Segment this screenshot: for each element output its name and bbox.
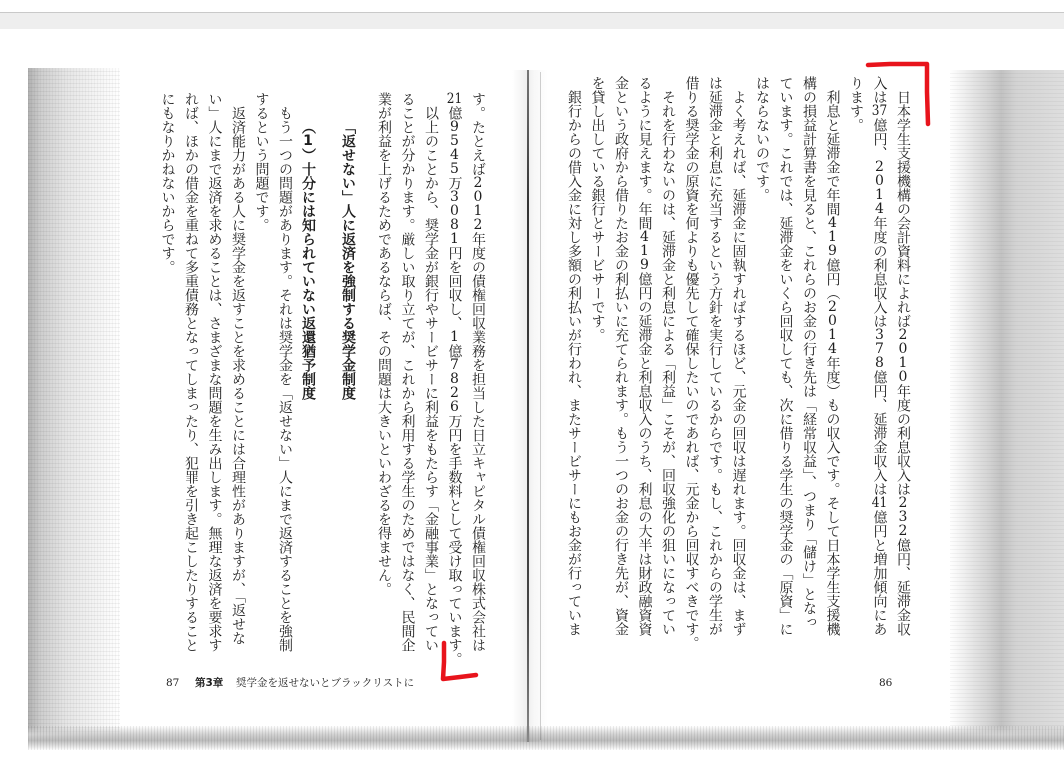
vertical-number: 1 — [898, 356, 908, 370]
body-text-column: は延滞金と利息に充当するという方針を実行しているからです。もし、これからの学生が — [707, 76, 723, 636]
vertical-number: 1 — [828, 230, 837, 244]
viewer-page-gap — [0, 13, 1064, 29]
vertical-number: 5 — [450, 162, 459, 176]
body-text-column: ています。これでは、延滞金をいくら回収しても、次に借りる学生の奨学金の「原資」に — [777, 76, 794, 636]
body-text-column: よく考えれば、延滞金に固執すればするほど、元金の回収は遅れます。回収金は、まず — [730, 90, 747, 636]
vertical-number: 1 — [303, 134, 313, 148]
vertical-number: 5 — [450, 134, 459, 148]
vertical-number: 8 — [450, 372, 459, 386]
body-text-column: 業が利益を上げるためであるならば、その問題は大きいといわざるを得ません。 — [376, 92, 392, 596]
vertical-number: 9 — [450, 120, 459, 134]
body-text-column: 利息と延滞金で年間419億円（2014年度）もの収入です。そして日本学生支援機 — [824, 90, 841, 636]
body-text-column: れば、ほかの借金を重ねて多重債務となってしまったり、犯罪を引き起こしたりすること — [183, 92, 199, 652]
body-text-column: い」人にまで返済を求めることは、さまざまな問題を生み出します。無理な返済を要求す — [206, 92, 223, 652]
vertical-number: 8 — [450, 218, 459, 232]
vertical-number: 0 — [898, 342, 908, 356]
vertical-number: 4 — [640, 230, 649, 244]
chapter-title: 奨学金を返せないとブラックリストに — [236, 677, 415, 689]
scan-shadow-left — [28, 68, 120, 740]
vertical-number: 2 — [473, 176, 483, 190]
body-text-column: 返済能力がある人に奨学金を返すことを求めることには合理性がありますが、「返せな — [230, 106, 246, 645]
body-text-column: を貸し出している銀行とサービサーです。 — [589, 76, 606, 342]
body-text-column: にもなりかねないからです。 — [159, 92, 176, 274]
vertical-number: 7 — [450, 358, 459, 372]
vertical-number: 4 — [875, 202, 884, 216]
subsection-heading: （1）十分には知られていない返還猶予制度 — [300, 120, 316, 400]
vertical-number: 4 — [828, 342, 837, 356]
body-text-column: ります。 — [848, 76, 864, 132]
vertical-number: 37 — [871, 104, 888, 118]
vertical-number: 0 — [473, 190, 483, 204]
body-text-column: 銀行からの借入金に対し多額の利払いが行われ、またサービサーにもお金が行っていま — [566, 90, 582, 636]
chapter-label: 第3章 — [195, 677, 224, 689]
vertical-number: 1 — [640, 244, 649, 258]
vertical-number: 7 — [875, 342, 884, 356]
vertical-number: 3 — [898, 510, 908, 524]
body-text-column: 以上のことから、奨学金が銀行やサービサーに利益をもたらす「金融事業」となってい — [423, 106, 439, 652]
vertical-number: 0 — [450, 204, 459, 218]
book-gutter-line — [527, 70, 529, 742]
body-text-column: 借りる奨学金の原資を何よりも優先して確保したいのであれば、元金から回収すべきです。 — [683, 76, 700, 650]
book-gutter-shade — [512, 70, 548, 742]
body-text-column: るように見えます。年間419億円の延滞金と利息収入のうち、利息の大半は財政融資資 — [636, 76, 653, 636]
vertical-number: 2 — [898, 328, 908, 342]
body-text-column: 構の損益計算書を見ると、これらのお金の行き先は「経常収益」、つまり「儲け」となっ — [801, 76, 817, 629]
vertical-number: 1 — [828, 328, 837, 342]
vertical-number: 8 — [875, 356, 884, 370]
vertical-number: 2 — [473, 218, 483, 232]
page-number-left: 87 — [166, 677, 180, 689]
vertical-number: 0 — [875, 174, 884, 188]
previous-page-edge — [0, 0, 1064, 13]
vertical-number: 9 — [828, 244, 837, 258]
body-text-column: す。たとえば2012年度の債権回収業務を担当した日立キャピタル債権回収株式会社は — [470, 92, 486, 652]
vertical-number: 0 — [898, 370, 908, 384]
body-text-column: 日本学生支援機構の会計資料によれば2010年度の利息収入は232億円、延滞金収 — [895, 90, 911, 636]
vertical-number: 3 — [450, 190, 459, 204]
body-text-column: するという問題です。 — [253, 92, 270, 232]
page-number-right: 86 — [879, 677, 893, 689]
vertical-number: 2 — [898, 496, 908, 510]
vertical-number: 2 — [828, 300, 837, 314]
vertical-number: 4 — [828, 216, 837, 230]
vertical-number: 0 — [828, 314, 837, 328]
vertical-number: 1 — [450, 232, 459, 246]
body-text-column: もう一つの問題があります。それは奨学金を「返せない」人にまで返済することを強制 — [277, 106, 293, 652]
body-text-column: 金という政府から借りたお金の利払いに充てられます。もう一つのお金の行き先が、資金 — [613, 76, 629, 636]
body-text-column: 21億9545万3081円を回収し、1億7826万円を手数料として受け取っています。 — [446, 92, 463, 666]
body-text-column: ることが分かります。厳しい取り立てが、これから利用する学生のためではなく、民間企 — [399, 92, 416, 652]
section-heading: 「返せない」人に返済を強制する奨学金制度 — [340, 120, 356, 400]
vertical-number: 2 — [898, 524, 908, 538]
vertical-number: 1 — [473, 204, 483, 218]
body-text-column: はならないのです。 — [754, 76, 770, 202]
vertical-number: 2 — [875, 160, 884, 174]
vertical-number: 1 — [450, 330, 459, 344]
vertical-number: 41 — [871, 496, 888, 510]
body-text-column: それを行わないのは、延滞金と利息による「利益」こそが、回収強化の狙いになってい — [660, 90, 676, 636]
vertical-number: 1 — [875, 188, 884, 202]
body-text-column: 入は37億円、2014年度の利息収入は378億円、延滞金収入は41億円と増加傾向にあ — [871, 76, 888, 636]
vertical-number: 4 — [450, 148, 459, 162]
scan-shadow-right — [950, 70, 1064, 746]
vertical-number: 3 — [875, 328, 884, 342]
book-gutter-edge — [540, 72, 541, 740]
vertical-number: 21 — [446, 92, 463, 106]
vertical-number: 9 — [640, 258, 649, 272]
vertical-number: 2 — [450, 386, 459, 400]
vertical-number: 6 — [450, 400, 459, 414]
